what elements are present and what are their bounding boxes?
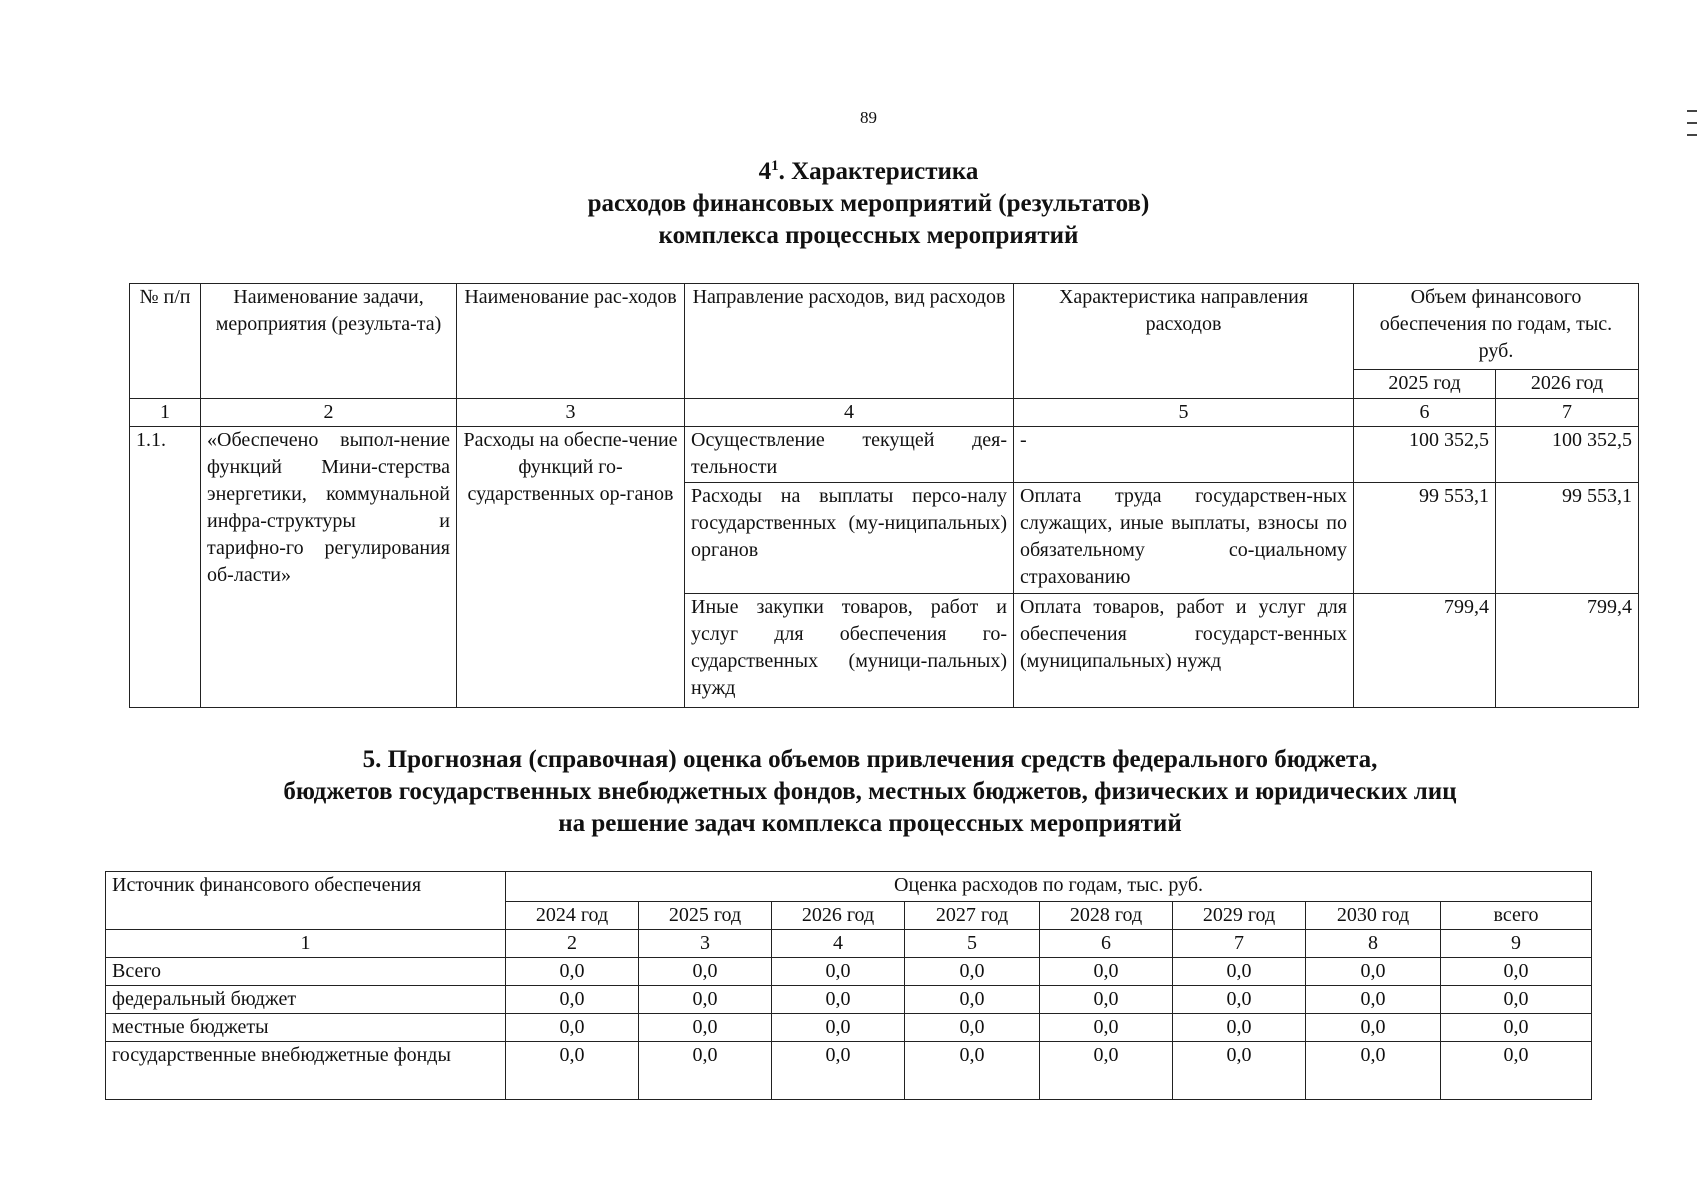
- scan-edge-mark: [1687, 110, 1697, 112]
- section4-title: [0, 156, 1697, 252]
- column-numbers-row: [106, 930, 1592, 958]
- column-numbers-row: [130, 399, 1639, 427]
- row-label: государственные внебюджетные фонды: [106, 1042, 506, 1100]
- column-number: 4: [772, 930, 905, 958]
- column-number: 3: [457, 399, 685, 427]
- row-value: 0,0: [1441, 986, 1592, 1014]
- header-expense-name: Наименование рас-ходов: [457, 284, 685, 399]
- column-number: 2: [506, 930, 639, 958]
- column-number: 8: [1306, 930, 1441, 958]
- header-volume: Объем финансового обеспечения по годам, тыс. руб.: [1354, 284, 1639, 370]
- row-value: 0,0: [905, 958, 1040, 986]
- row-value: 0,0: [1306, 1014, 1441, 1042]
- row-value: 0,0: [905, 1042, 1040, 1100]
- column-number: 1: [106, 930, 506, 958]
- row-value-2025: 99 553,1: [1354, 483, 1496, 594]
- header-year: 2024 год: [506, 902, 639, 930]
- row-value: 0,0: [1040, 986, 1173, 1014]
- column-number: 3: [639, 930, 772, 958]
- column-number: 9: [1441, 930, 1592, 958]
- column-number: 5: [1014, 399, 1354, 427]
- row-direction: Иные закупки товаров, работ и услуг для обеспечения го-сударственных (муници-пальных) нужд: [685, 594, 1014, 708]
- column-number: 5: [905, 930, 1040, 958]
- page-number: 89: [860, 108, 877, 127]
- row-expense-name: Расходы на обеспе-чение функций го-сударственных ор-ганов: [457, 427, 685, 708]
- row-value: 0,0: [506, 1042, 639, 1100]
- header-year: 2029 год: [1173, 902, 1306, 930]
- row-value-2026: 100 352,5: [1496, 427, 1639, 483]
- row-value: 0,0: [772, 1014, 905, 1042]
- row-value: 0,0: [639, 986, 772, 1014]
- row-label: Всего: [106, 958, 506, 986]
- section5-title: [0, 744, 1697, 840]
- row-value: 0,0: [639, 1042, 772, 1100]
- header-year: 2025 год: [639, 902, 772, 930]
- row-value-2026: 99 553,1: [1496, 483, 1639, 594]
- column-number: 7: [1173, 930, 1306, 958]
- header-year: 2028 год: [1040, 902, 1173, 930]
- row-value-2025: 100 352,5: [1354, 427, 1496, 483]
- row-value: 0,0: [1040, 1014, 1173, 1042]
- row-value: 0,0: [1441, 1014, 1592, 1042]
- row-num: 1.1.: [130, 427, 201, 708]
- column-number: 2: [201, 399, 457, 427]
- row-direction: Осуществление текущей дея-тельности: [685, 427, 1014, 483]
- row-value-2025: 799,4: [1354, 594, 1496, 708]
- header-year: 2027 год: [905, 902, 1040, 930]
- table-row: [106, 986, 1592, 1014]
- row-value: 0,0: [506, 986, 639, 1014]
- section4-title-superscript: 1: [771, 158, 779, 174]
- section4-title-text: . Характеристика: [778, 158, 979, 185]
- header-task: Наименование задачи, мероприятия (результа-та): [201, 284, 457, 399]
- column-number: 6: [1354, 399, 1496, 427]
- row-value: 0,0: [1306, 986, 1441, 1014]
- section5-title-line3: на решение задач комплекса процессных мероприятий: [558, 810, 1182, 837]
- column-number: 4: [685, 399, 1014, 427]
- row-direction-characteristic: Оплата товаров, работ и услуг для обеспечения государст-венных (муниципальных) нужд: [1014, 594, 1354, 708]
- header-direction: Направление расходов, вид расходов: [685, 284, 1014, 399]
- table-row: [106, 958, 1592, 986]
- row-label: федеральный бюджет: [106, 986, 506, 1014]
- header-year: 2026 год: [772, 902, 905, 930]
- row-task: «Обеспечено выпол-нение функций Мини-стерства энергетики, коммунальной инфра-структуры и тарифно-го регулирования об-ласти»: [201, 427, 457, 708]
- scan-edge-mark: [1687, 122, 1697, 124]
- section4-title-number: 4: [758, 158, 772, 185]
- column-number: 7: [1496, 399, 1639, 427]
- row-direction-characteristic: -: [1014, 427, 1354, 483]
- row-value: 0,0: [905, 986, 1040, 1014]
- funding-estimate-table: [105, 871, 1592, 1100]
- section5-title-line2: бюджетов государственных внебюджетных фондов, местных бюджетов, физических и юридических лиц: [283, 778, 1457, 805]
- header-year-2026: 2026 год: [1496, 370, 1639, 399]
- expense-characteristics-table: [129, 283, 1639, 708]
- row-value: 0,0: [1441, 958, 1592, 986]
- row-value: 0,0: [506, 1014, 639, 1042]
- row-value: 0,0: [1306, 958, 1441, 986]
- row-value: 0,0: [1173, 1042, 1306, 1100]
- table-row: [106, 1042, 1592, 1100]
- header-direction-characteristic: Характеристика направления расходов: [1014, 284, 1354, 399]
- section4-title-line3: комплекса процессных мероприятий: [658, 222, 1079, 249]
- header-year-2025: 2025 год: [1354, 370, 1496, 399]
- header-num: № п/п: [130, 284, 201, 399]
- scan-edge-mark: [1687, 134, 1697, 136]
- row-value: 0,0: [1173, 958, 1306, 986]
- row-value: 0,0: [639, 958, 772, 986]
- section4-title-line1: [0, 156, 1697, 188]
- row-value: 0,0: [772, 986, 905, 1014]
- row-value: 0,0: [506, 958, 639, 986]
- column-number: 1: [130, 399, 201, 427]
- row-direction: Расходы на выплаты персо-налу государственных (му-ниципальных) органов: [685, 483, 1014, 594]
- section4-title-line2: расходов финансовых мероприятий (результатов): [587, 190, 1150, 217]
- row-value: 0,0: [1173, 1014, 1306, 1042]
- row-value: 0,0: [1441, 1042, 1592, 1100]
- header-source: Источник финансового обеспечения: [106, 872, 506, 930]
- row-value: 0,0: [905, 1014, 1040, 1042]
- column-number: 6: [1040, 930, 1173, 958]
- row-value: 0,0: [772, 1042, 905, 1100]
- table-row: [130, 427, 1639, 483]
- row-label: местные бюджеты: [106, 1014, 506, 1042]
- row-value: 0,0: [1173, 986, 1306, 1014]
- header-year: 2030 год: [1306, 902, 1441, 930]
- section5-title-line1: 5. Прогнозная (справочная) оценка объемов привлечения средств федерального бюджета,: [362, 746, 1378, 773]
- row-value: 0,0: [639, 1014, 772, 1042]
- row-value: 0,0: [1306, 1042, 1441, 1100]
- row-value: 0,0: [772, 958, 905, 986]
- row-value: 0,0: [1040, 958, 1173, 986]
- row-value-2026: 799,4: [1496, 594, 1639, 708]
- header-total: всего: [1441, 902, 1592, 930]
- header-estimate: Оценка расходов по годам, тыс. руб.: [506, 872, 1592, 902]
- row-value: 0,0: [1040, 1042, 1173, 1100]
- table-row: [106, 1014, 1592, 1042]
- row-direction-characteristic: Оплата труда государствен-ных служащих, иные выплаты, взносы по обязательному со-циальному страхованию: [1014, 483, 1354, 594]
